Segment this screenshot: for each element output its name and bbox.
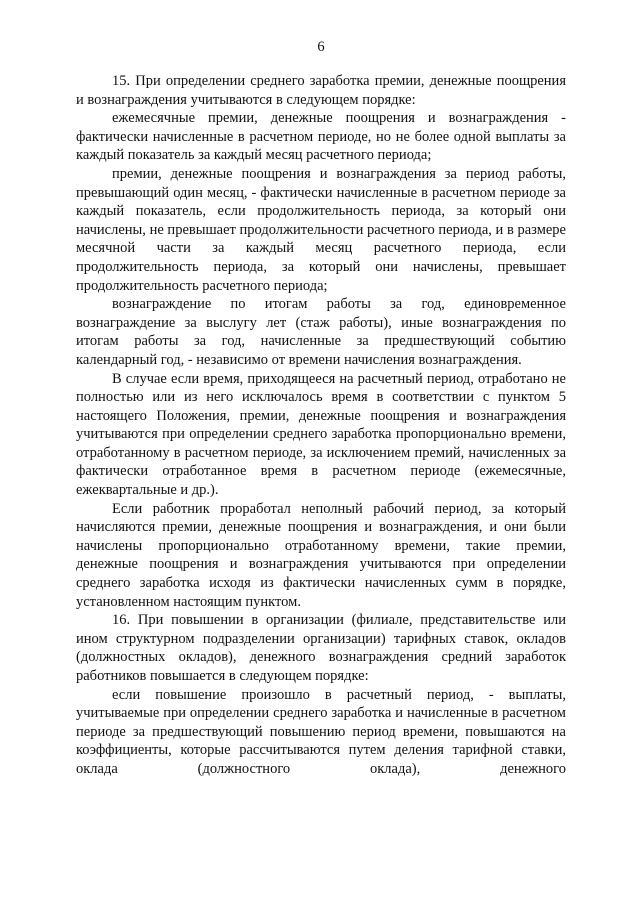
page-number: 6	[317, 39, 325, 55]
paragraph-16-intro: 16. При повышении в организации (филиале, представительстве или ином структурном подразделении организации) тарифных ставок, окладов (должностных окладов), денежного вознаграждения средний заработок работников повышается в следующем порядке:	[76, 612, 566, 684]
paragraph-period-bonuses: премии, денежные поощрения и вознаграждения за период работы, превышающий один месяц, - фактически начисленные в расчетном периоде за каждый показатель, если продолжительность периода, за который они начислены, не превышает продолжительности расчетного периода, и в размере месячной части за каждый месяц расчетного периода, если продолжительность периода, за который они начислены, превышает продолжительность расчетного периода;	[76, 165, 566, 294]
paragraph-annual-reward: вознаграждение по итогам работы за год, единовременное вознаграждение за выслугу лет (стаж работы), иные вознаграждения по итогам работы за год, начисленные за предшествующий событию календарный год, - независимо от времени начисления вознаграждения.	[76, 296, 566, 368]
document-page	[76, 38, 566, 779]
document-body	[76, 72, 566, 779]
paragraph-increase-in-period: если повышение произошло в расчетный период, - выплаты, учитываемые при определении среднего заработка и начисленные в расчетном периоде за предшествующий повышению период времени, повышаются на коэффициенты, которые рассчитываются путем деления тарифной ставки, оклада (должностного оклада), денежного	[76, 686, 566, 777]
paragraph-monthly-bonuses: ежемесячные премии, денежные поощрения и вознаграждения - фактически начисленные в расчетном периоде, но не более одной выплаты за каждый показатель за каждый месяц расчетного периода;	[76, 110, 566, 164]
paragraph-incomplete-work-period: Если работник проработал неполный рабочий период, за который начисляются премии, денежные поощрения и вознаграждения, и они были начислены пропорционально отработанному времени, такие премии, денежные поощрения и вознаграждения учитываются при определении среднего заработка исходя из фактически начисленных сумм в порядке, установленном настоящим пунктом.	[76, 500, 566, 610]
paragraph-15-intro: 15. При определении среднего заработка премии, денежные поощрения и вознаграждения учитываются в следующем порядке:	[76, 73, 566, 108]
paragraph-partial-period: В случае если время, приходящееся на расчетный период, отработано не полностью или из него исключалось время в соответствии с пунктом 5 настоящего Положения, премии, денежные поощрения и вознаграждения учитываются при определении среднего заработка пропорционально времени, отработанному в расчетном периоде, за исключением премий, начисленных за фактически отработанное время в расчетном периоде (ежемесячные, ежеквартальные и др.).	[76, 370, 566, 499]
